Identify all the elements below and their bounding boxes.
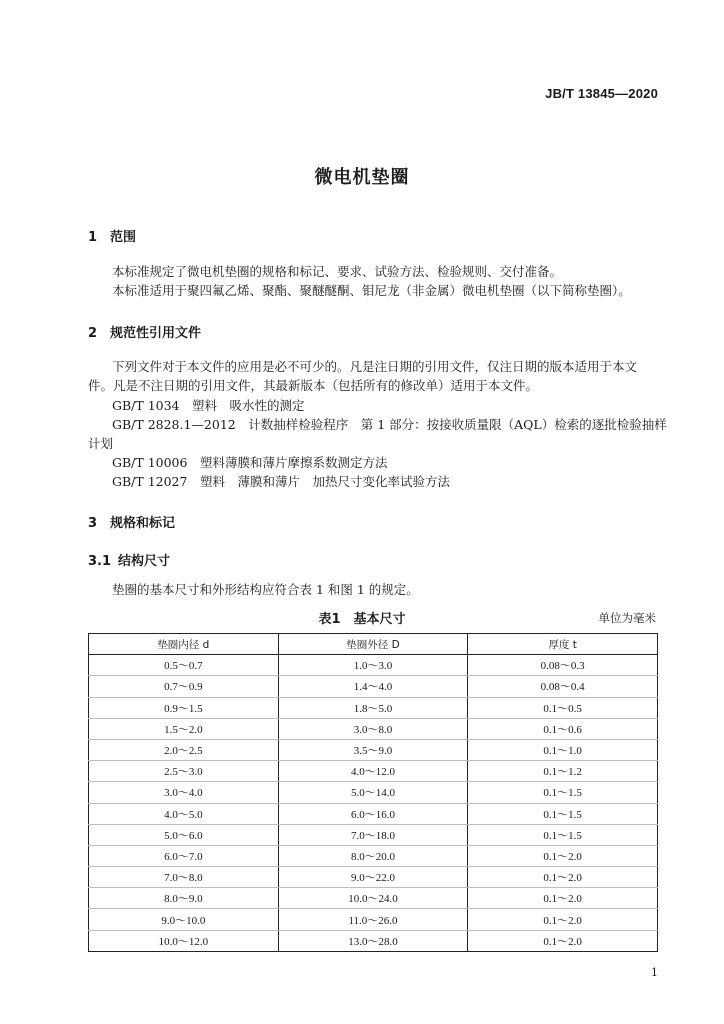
- table-row: [89, 888, 658, 909]
- table-cell: 0.7～0.9: [89, 676, 279, 697]
- table-unit-label: 单位为毫米: [598, 611, 656, 625]
- table-cell: 8.0～9.0: [89, 888, 279, 909]
- table-row: [89, 867, 658, 888]
- table-cell: 0.1～2.0: [468, 909, 658, 930]
- dimensions-table: [88, 633, 658, 952]
- section-2-heading: [88, 322, 201, 341]
- section-number: 2: [88, 326, 98, 341]
- table-cell: 0.1～1.5: [468, 803, 658, 824]
- table-cell: 11.0～26.0: [278, 909, 468, 930]
- section-title: 规格和标记: [110, 516, 176, 531]
- table-cell: 0.1～0.6: [468, 718, 658, 739]
- reference-item-continuation: 计划: [88, 436, 114, 451]
- table-cell: 1.0～3.0: [278, 655, 468, 676]
- reference-item: GB/T 12027 塑料 薄膜和薄片 加热尺寸变化率试验方法: [112, 474, 450, 489]
- page-number: 1: [651, 966, 658, 979]
- table-row: [89, 782, 658, 803]
- table-cell: 1.8～5.0: [278, 697, 468, 718]
- table-cell: 5.0～14.0: [278, 782, 468, 803]
- table-cell: 10.0～12.0: [89, 930, 279, 951]
- table-cell: 2.0～2.5: [89, 739, 279, 760]
- table-cell: 8.0～20.0: [278, 845, 468, 866]
- table-cell: 9.0～22.0: [278, 867, 468, 888]
- table-cell: 5.0～6.0: [89, 824, 279, 845]
- table-cell: 1.5～2.0: [89, 718, 279, 739]
- table-cell: 0.5～0.7: [89, 655, 279, 676]
- section-title: 范围: [110, 230, 137, 245]
- column-header: 垫圈内径 d: [89, 634, 279, 655]
- table-row: [89, 697, 658, 718]
- paragraph: 下列文件对于本文件的应用是必不可少的。凡是注日期的引用文件，仅注日期的版本适用于本文: [112, 359, 638, 374]
- section-number: 1: [88, 230, 98, 245]
- table-cell: 0.1～2.0: [468, 930, 658, 951]
- section-title: 规范性引用文件: [110, 326, 202, 341]
- reference-item: GB/T 10006 塑料薄膜和薄片摩擦系数测定方法: [112, 455, 388, 470]
- table-body: [89, 655, 658, 952]
- reference-item: GB/T 2828.1—2012 计数抽样检验程序 第 1 部分：按接收质量限（AQL）检索的逐批检验抽样: [112, 417, 667, 432]
- table-cell: 3.0～4.0: [89, 782, 279, 803]
- section-3-heading: [88, 512, 175, 531]
- table-row: [89, 930, 658, 951]
- table-cell: 3.0～8.0: [278, 718, 468, 739]
- table-cell: 0.1～2.0: [468, 845, 658, 866]
- table-cell: 3.5～9.0: [278, 739, 468, 760]
- paragraph: 件。凡是不注日期的引用文件，其最新版本（包括所有的修改单）适用于本文件。: [88, 378, 539, 393]
- table-cell: 0.1～2.0: [468, 867, 658, 888]
- section-title: 结构尺寸: [118, 554, 171, 569]
- table-cell: 0.1～0.5: [468, 697, 658, 718]
- table-row: [89, 845, 658, 866]
- table-cell: 9.0～10.0: [89, 909, 279, 930]
- section-number: 3: [88, 516, 98, 531]
- paragraph: 本标准适用于聚四氟乙烯、聚酯、聚醚醚酮、钼尼龙（非金属）微电机垫圈（以下简称垫圈）。: [112, 283, 631, 298]
- paragraph: 本标准规定了微电机垫圈的规格和标记、要求、试验方法、检验规则、交付准备。: [112, 264, 563, 279]
- table-cell: 6.0～7.0: [89, 845, 279, 866]
- table-cell: 0.1～1.2: [468, 761, 658, 782]
- column-header: 垫圈外径 D: [278, 634, 468, 655]
- document-title: 微电机垫圈: [314, 167, 410, 188]
- table-cell: 2.5～3.0: [89, 761, 279, 782]
- table-cell: 7.0～18.0: [278, 824, 468, 845]
- table-cell: 4.0～5.0: [89, 803, 279, 824]
- table-cell: 0.08～0.3: [468, 655, 658, 676]
- reference-item: GB/T 1034 塑料 吸水性的测定: [112, 398, 305, 413]
- table-cell: 10.0～24.0: [278, 888, 468, 909]
- standard-code: JB/T 13845—2020: [545, 86, 658, 101]
- column-header: 厚度 t: [468, 634, 658, 655]
- table-row: [89, 676, 658, 697]
- table-cell: 7.0～8.0: [89, 867, 279, 888]
- paragraph: 垫圈的基本尺寸和外形结构应符合表 1 和图 1 的规定。: [112, 582, 419, 597]
- table-row: [89, 761, 658, 782]
- table-cell: 0.08～0.4: [468, 676, 658, 697]
- table-cell: 0.1～1.5: [468, 782, 658, 803]
- table-caption: 表1 基本尺寸: [318, 612, 406, 627]
- table-row: [89, 655, 658, 676]
- table-row: [89, 909, 658, 930]
- table-cell: 0.1～2.0: [468, 888, 658, 909]
- table-cell: 6.0～16.0: [278, 803, 468, 824]
- table-cell: 4.0～12.0: [278, 761, 468, 782]
- table-row: [89, 739, 658, 760]
- table-row: [89, 718, 658, 739]
- table-header-row: [89, 634, 658, 655]
- table-cell: 1.4～4.0: [278, 676, 468, 697]
- table-cell: 0.1～1.0: [468, 739, 658, 760]
- table-cell: 0.1～1.5: [468, 824, 658, 845]
- section-1-heading: [88, 226, 136, 245]
- table-cell: 0.9～1.5: [89, 697, 279, 718]
- section-3-1-heading: [88, 550, 170, 569]
- section-number: 3.1: [88, 554, 112, 569]
- table-cell: 13.0～28.0: [278, 930, 468, 951]
- table-row: [89, 824, 658, 845]
- table-row: [89, 803, 658, 824]
